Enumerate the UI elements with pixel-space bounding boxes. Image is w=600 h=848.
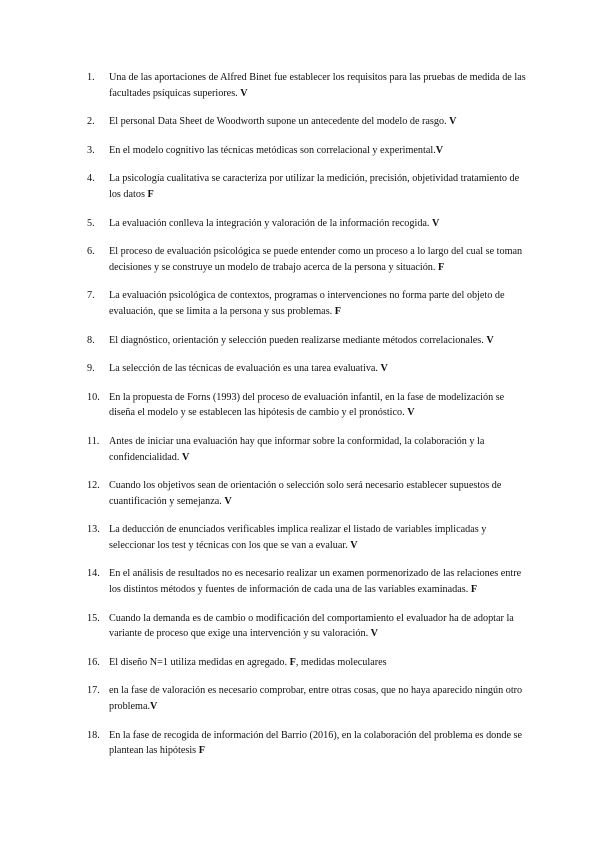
item-number: 5.	[87, 217, 95, 229]
item-answer: V	[449, 116, 457, 128]
item-text: La deducción de enunciados verificables implica realizar el listado de variables implicadas y seleccionar los test y técnicas con los que se van a evaluar.	[109, 524, 487, 551]
item-text: La selección de las técnicas de evaluación es una tarea evaluativa.	[109, 363, 381, 375]
item-number: 14.	[87, 568, 100, 580]
item-number: 17.	[87, 685, 100, 697]
list-item	[87, 434, 532, 465]
item-number: 3.	[87, 144, 95, 156]
list-item	[87, 611, 532, 642]
item-answer: V	[370, 628, 379, 640]
item-text: Cuando los objetivos sean de orientación o selección solo será necesario establecer supuestos de cuantificación y semejanza.	[109, 480, 502, 507]
list-item	[87, 143, 532, 159]
list-item	[87, 244, 532, 275]
item-text: En la propuesta de Forns (1993) del proceso de evaluación infantil, en la fase de modelización se diseña el modelo y se establecen las hipótesis de cambio y el pronóstico.	[109, 391, 505, 419]
list-item	[87, 655, 532, 671]
item-number: 13.	[87, 524, 100, 536]
item-answer: F	[334, 305, 341, 317]
item-number: 12.	[87, 480, 100, 492]
item-number: 18.	[87, 729, 100, 741]
item-answer: F	[289, 656, 296, 668]
list-item	[87, 333, 532, 349]
item-answer: F	[198, 745, 205, 757]
item-answer: V	[435, 144, 444, 156]
item-number: 6.	[87, 246, 95, 258]
item-text: en la fase de valoración es necesario comprobar, entre otras cosas, que no haya aparecido ningún otro problema.	[109, 685, 523, 713]
question-list	[87, 70, 532, 772]
item-text: La psicología cualitativa se caracteriza por utilizar la medición, precisión, objetividad tratamiento de los datos	[109, 173, 520, 200]
item-number: 2.	[87, 116, 95, 128]
item-number: 9.	[87, 363, 95, 375]
item-answer: F	[438, 261, 445, 273]
item-extra: , medidas moleculares	[295, 656, 387, 668]
item-text: Una de las aportaciones de Alfred Binet fue establecer los requisitos para las pruebas de medida de las facultades psíquicas superiores.	[109, 72, 526, 99]
item-number: 8.	[87, 334, 95, 346]
item-answer: V	[486, 334, 494, 346]
item-text: El personal Data Sheet de Woodworth supone un antecedente del modelo de rasgo.	[109, 116, 450, 128]
list-item	[87, 70, 532, 101]
item-text: La evaluación conlleva la integración y valoración de la información recogida.	[109, 217, 433, 229]
item-number: 4.	[87, 173, 95, 185]
item-text: Antes de iniciar una evaluación hay que informar sobre la conformidad, la colaboración y la confidencialidad.	[109, 435, 485, 463]
list-item	[87, 478, 532, 509]
item-number: 16.	[87, 656, 100, 668]
item-answer: V	[224, 495, 232, 507]
item-answer: F	[470, 584, 478, 596]
item-answer: V	[181, 451, 190, 463]
item-text: El diagnóstico, orientación y selección pueden realizarse mediante métodos correlacionales.	[109, 334, 487, 346]
list-item	[87, 728, 532, 759]
item-text: El diseño N=1 utiliza medidas en agregado.	[109, 656, 290, 668]
list-item	[87, 288, 532, 319]
item-answer: V	[240, 87, 248, 99]
item-answer: V	[350, 539, 358, 551]
item-text: El proceso de evaluación psicológica se puede entender como un proceso a lo largo del cual se toman decisiones y se construye un modelo de trabajo acerca de la persona y situación.	[109, 246, 523, 273]
item-text: En el análisis de resultados no es necesario realizar un examen pormenorizado de las relaciones entre los distintos métodos y fuentes de información de cada una de las variables examinadas.	[109, 568, 522, 596]
item-answer: V	[150, 701, 158, 713]
list-item	[87, 522, 532, 553]
item-text: En la fase de recogida de información del Barrio (2016), en la colaboración del problema es donde se plantean las hipótesis	[109, 729, 522, 757]
item-number: 7.	[87, 290, 95, 302]
list-item	[87, 390, 532, 421]
item-text: En el modelo cognitivo las técnicas metódicas son correlacional y experimental.	[109, 144, 436, 156]
item-answer: V	[432, 217, 440, 229]
item-number: 11.	[87, 435, 100, 447]
item-number: 15.	[87, 612, 100, 624]
item-number: 1.	[87, 72, 95, 83]
list-item	[87, 114, 532, 130]
list-item	[87, 361, 532, 377]
list-item	[87, 216, 532, 232]
item-answer: V	[407, 407, 415, 419]
item-answer: V	[380, 363, 388, 375]
item-answer: F	[147, 188, 154, 200]
item-number: 10.	[87, 391, 100, 403]
list-item	[87, 171, 532, 202]
list-item	[87, 683, 532, 714]
item-text: La evaluación psicológica de contextos, programas o intervenciones no forma parte del objeto de evaluación, que se limita a la persona y sus problemas.	[109, 290, 505, 317]
list-item	[87, 566, 532, 597]
item-text: Cuando la demanda es de cambio o modificación del comportamiento el evaluador ha de adoptar la variante de proceso que exige una intervención y su valoración.	[109, 612, 514, 640]
